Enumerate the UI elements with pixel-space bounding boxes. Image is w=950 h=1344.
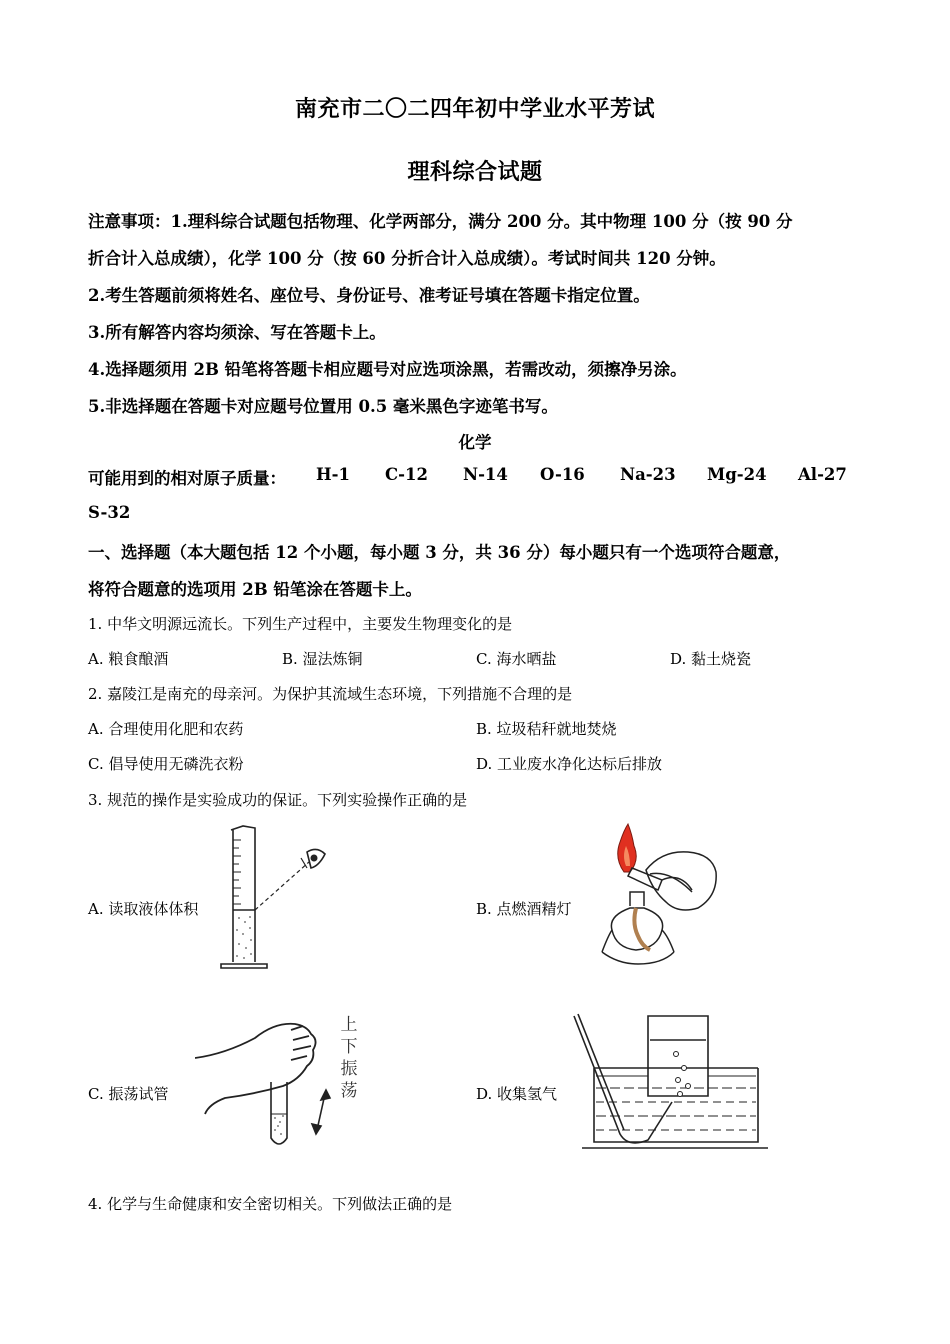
part1-instructions-1: 一、选择题（本大题包括 12 个小题，每小题 3 分，共 36 分）每小题只有一个选项符合题意，	[88, 543, 791, 562]
notes-line-6: 5.非选择题在答题卡对应题号位置用 0.5 毫米黑色字迹笔书写。	[88, 397, 558, 416]
exam-subtitle: 理科综合试题	[407, 159, 543, 185]
graduated-cylinder-figure	[215, 822, 335, 972]
notes-line-1: 注意事项：1.理科综合试题包括物理、化学两部分，满分 200 分。其中物理 100 分（按 90 分	[88, 212, 793, 231]
atomic-mass-mg: Mg-24	[707, 465, 767, 484]
q2-option-a[interactable]: A. 合理使用化肥和农药	[88, 720, 244, 738]
q1-option-d[interactable]: D. 黏土烧瓷	[670, 650, 752, 668]
q3-option-d[interactable]: D. 收集氢气	[476, 1085, 558, 1103]
notes-line-2: 折合计入总成绩），化学 100 分（按 60 分折合计入总成绩）。考试时间共 120 分钟。	[88, 249, 726, 268]
alcohol-lamp-figure	[588, 820, 728, 970]
hydrogen-collection-figure	[568, 1010, 768, 1155]
notes-line-5: 4.选择题须用 2B 铅笔将答题卡相应题号对应选项涂黑，若需改动，须擦净另涂。	[88, 360, 687, 379]
atomic-mass-al: Al-27	[798, 465, 847, 484]
q2-option-d[interactable]: D. 工业废水净化达标后排放	[476, 755, 663, 773]
shake-label-char-4: 荡	[340, 1081, 358, 1101]
notes-line-4: 3.所有解答内容均须涂、写在答题卡上。	[88, 323, 386, 342]
atomic-mass-s: S-32	[88, 503, 131, 522]
q1-stem: 1. 中华文明源远流长。下列生产过程中，主要发生物理变化的是	[88, 615, 513, 633]
shake-label	[338, 1014, 360, 1102]
atomic-mass-na: Na-23	[620, 465, 676, 484]
eye-icon	[307, 849, 325, 868]
q1-option-b[interactable]: B. 湿法炼铜	[282, 650, 363, 668]
part1-instructions-2: 将符合题意的选项用 2B 铅笔涂在答题卡上。	[88, 580, 422, 599]
q3-option-c[interactable]: C. 振荡试管	[88, 1085, 169, 1103]
q3-option-a[interactable]: A. 读取液体体积	[88, 900, 199, 918]
q3-option-b[interactable]: B. 点燃酒精灯	[476, 900, 572, 918]
exam-title: 南充市二〇二四年初中学业水平芳试	[294, 96, 655, 122]
atomic-mass-c: C-12	[385, 465, 428, 484]
up-down-arrow-icon	[312, 1090, 330, 1134]
q2-option-c[interactable]: C. 倡导使用无磷洗衣粉	[88, 755, 244, 773]
notes-line-3: 2.考生答题前须将姓名、座位号、身份证号、准考证号填在答题卡指定位置。	[88, 286, 650, 305]
atomic-mass-n: N-14	[463, 465, 508, 484]
flame-icon	[618, 824, 637, 872]
q1-option-c[interactable]: C. 海水晒盐	[476, 650, 557, 668]
atomic-mass-o: O-16	[540, 465, 585, 484]
atomic-mass-label: 可能用到的相对原子质量：	[88, 469, 286, 488]
shake-label-char-2: 下	[340, 1037, 358, 1057]
atomic-mass-h: H-1	[316, 465, 350, 484]
q2-stem: 2. 嘉陵江是南充的母亲河。为保护其流域生态环境，下列措施不合理的是	[88, 685, 573, 703]
subject-heading: 化学	[458, 433, 492, 452]
q3-stem: 3. 规范的操作是实验成功的保证。下列实验操作正确的是	[88, 791, 468, 809]
q1-option-a[interactable]: A. 粮食酿酒	[88, 650, 169, 668]
q4-stem: 4. 化学与生命健康和安全密切相关。下列做法正确的是	[88, 1195, 453, 1213]
shake-label-char-3: 振	[340, 1059, 358, 1079]
q2-option-b[interactable]: B. 垃圾秸秆就地焚烧	[476, 720, 617, 738]
shake-label-char-1: 上	[340, 1015, 358, 1035]
